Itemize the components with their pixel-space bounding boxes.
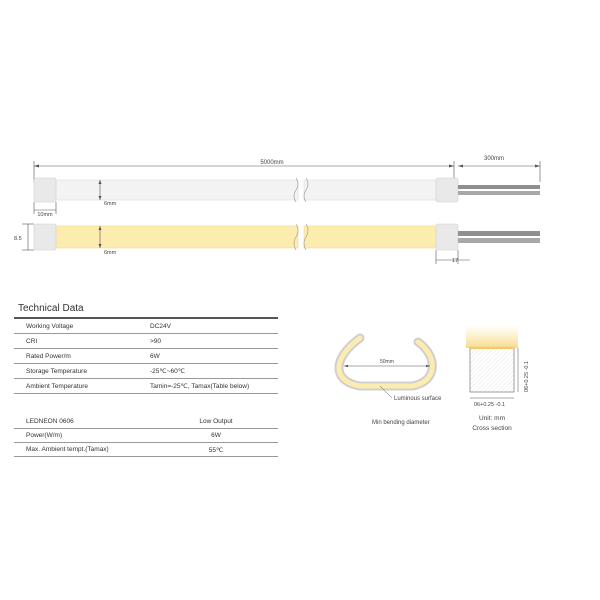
- table-row: [14, 379, 278, 394]
- spec-header-value: Low Output: [199, 418, 233, 425]
- unit-label: Unit: mm: [479, 415, 505, 422]
- row-label: Working Voltage: [26, 322, 74, 330]
- table-row: [14, 319, 278, 334]
- row-label: CRI: [26, 337, 38, 345]
- row-value: 6W: [150, 352, 160, 360]
- spec-header-label: LEDNEON 0606: [26, 418, 74, 425]
- end-cap-right: [436, 178, 458, 202]
- cross-height-label: 06+0.25 -0.1: [524, 360, 530, 392]
- row-value: >90: [150, 337, 162, 345]
- technical-data-title: Technical Data: [14, 300, 278, 319]
- table-row: [14, 364, 278, 379]
- cable-lower-1: [458, 231, 540, 236]
- table-row: [14, 349, 278, 364]
- dim-total-label: 5000mm: [260, 160, 284, 166]
- spec-header-row: [14, 415, 278, 429]
- section-profile: [470, 348, 514, 392]
- dim-cap-label: 10mm: [37, 212, 53, 218]
- cross-section-caption: Cross section: [472, 425, 512, 432]
- end-cap-left-lit: [34, 224, 56, 250]
- strip-unlit: [34, 178, 540, 218]
- dim-width-top: 6mm: [104, 201, 117, 207]
- bend-diameter-label: 50mm: [380, 359, 394, 365]
- row-label: Rated Power/m: [26, 352, 71, 360]
- row-value: 55℃: [208, 446, 224, 454]
- cable-upper-2: [458, 191, 540, 195]
- cable-upper-1: [458, 185, 540, 189]
- dim-height-label: 8.5: [14, 236, 22, 242]
- cross-width-label: 06+0.25 -0.1: [474, 402, 506, 408]
- row-value: 6W: [211, 432, 221, 439]
- dim-cable-label: 300mm: [483, 156, 505, 162]
- luminous-surface-label: Luminous surface: [394, 396, 442, 402]
- technical-data-table: [14, 300, 278, 394]
- end-cap-right-lit: [436, 224, 458, 250]
- row-label: Storage Temperature: [26, 367, 87, 375]
- row-value: Tamin=-25℃, Tamax(Table below): [150, 383, 250, 390]
- row-label: Power(W/m): [26, 432, 63, 439]
- dim-cap-bottom-label: 17: [452, 258, 459, 264]
- cross-section-diagram: [458, 320, 568, 450]
- dim-total-length: [34, 160, 454, 182]
- output-spec-table: [14, 415, 278, 457]
- row-value: -25℃~60℃: [150, 368, 186, 375]
- row-label: Ambient Temperature: [26, 382, 89, 390]
- table-row: [14, 334, 278, 349]
- table-row: [14, 429, 278, 443]
- row-label: Max. Ambient tempt.(Tamax): [26, 446, 109, 453]
- cable-lower-2: [458, 238, 540, 243]
- bending-caption: Min bending diameter: [372, 420, 430, 426]
- dim-cable-length: [458, 156, 540, 182]
- table-row: [14, 443, 278, 457]
- row-value: DC24V: [150, 322, 171, 330]
- bending-diagram: [320, 320, 480, 430]
- light-glow: [466, 324, 518, 348]
- strip-drawing: [0, 0, 600, 280]
- end-cap-left: [34, 178, 56, 202]
- dim-width-bottom: 6mm: [104, 250, 117, 256]
- strip-lit: [14, 224, 540, 264]
